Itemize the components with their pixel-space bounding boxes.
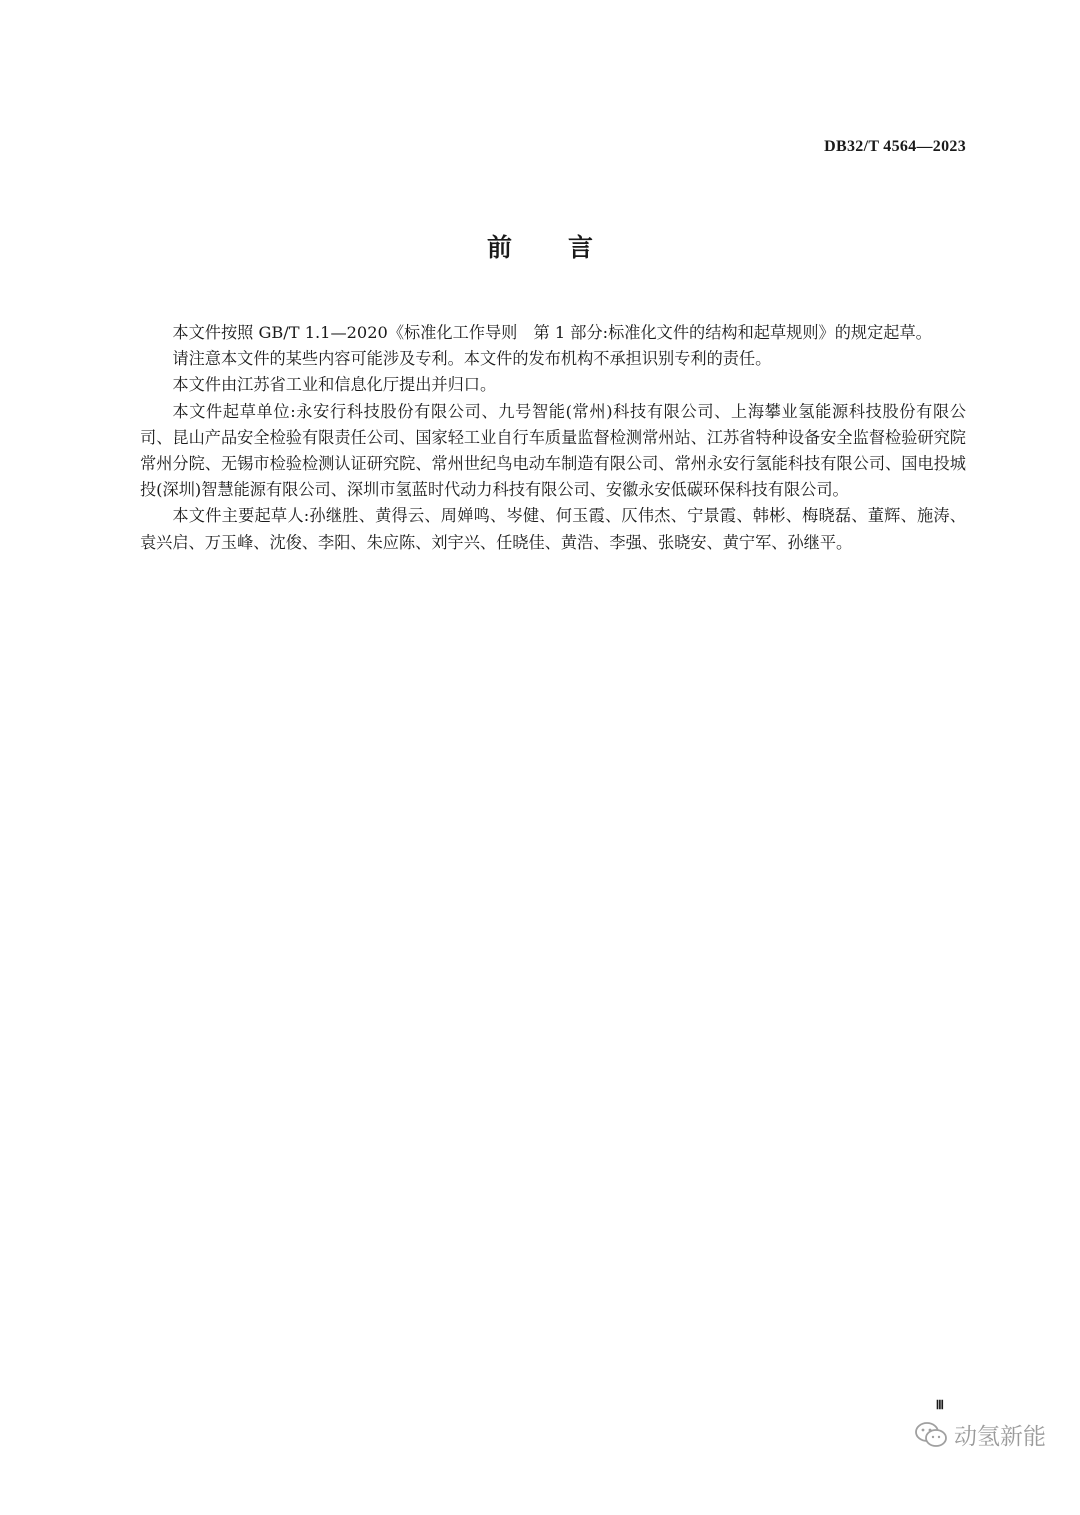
paragraph-drafting-units: 本文件起草单位:永安行科技股份有限公司、九号智能(常州)科技有限公司、上海攀业氢能源科技股份有限公司、昆山产品安全检验有限责任公司、国家轻工业自行车质量监督检测常州站、江苏省特种设备安全监督检验研究院常州分院、无锡市检验检测认证研究院、常州世纪鸟电动车制造有限公司、常州永安行氢能科技有限公司、国电投城投(深圳)智慧能源有限公司、深圳市氢蓝时代动力科技有限公司、安徽永安低碳环保科技有限公司。 (140, 401, 966, 500)
watermark-text: 动氢新能 (954, 1424, 1046, 1450)
paragraph-drafters: 本文件主要起草人:孙继胜、黄得云、周婵鸣、岑健、何玉霞、仄伟杰、宁景霞、韩彬、梅晓磊、董辉、施涛、袁兴启、万玉峰、沈俊、李阳、朱应陈、刘宇兴、任晓佳、黄浩、李强、张晓安、黄宁军、孙继平。 (140, 506, 966, 552)
document-code-number: 32/T 4564—2023 (846, 138, 966, 155)
wechat-icon (914, 1421, 948, 1449)
foreword-body (140, 320, 966, 556)
document-code-prefix: DB (824, 138, 847, 155)
page-number: Ⅲ (935, 1398, 944, 1412)
paragraph-drafting-basis: 本文件按照 GB/T 1.1—2020《标准化工作导则 第 1 部分:标准化文件的结构和起草规则》的规定起草。 (172, 323, 932, 342)
watermark (914, 1418, 1046, 1451)
paragraph-patent-notice: 请注意本文件的某些内容可能涉及专利。本文件的发布机构不承担识别专利的责任。 (172, 349, 772, 369)
page-title: 前言 (486, 233, 649, 262)
paragraph-proposer: 本文件由江苏省工业和信息化厅提出并归口。 (172, 375, 497, 395)
document-code (824, 138, 966, 156)
